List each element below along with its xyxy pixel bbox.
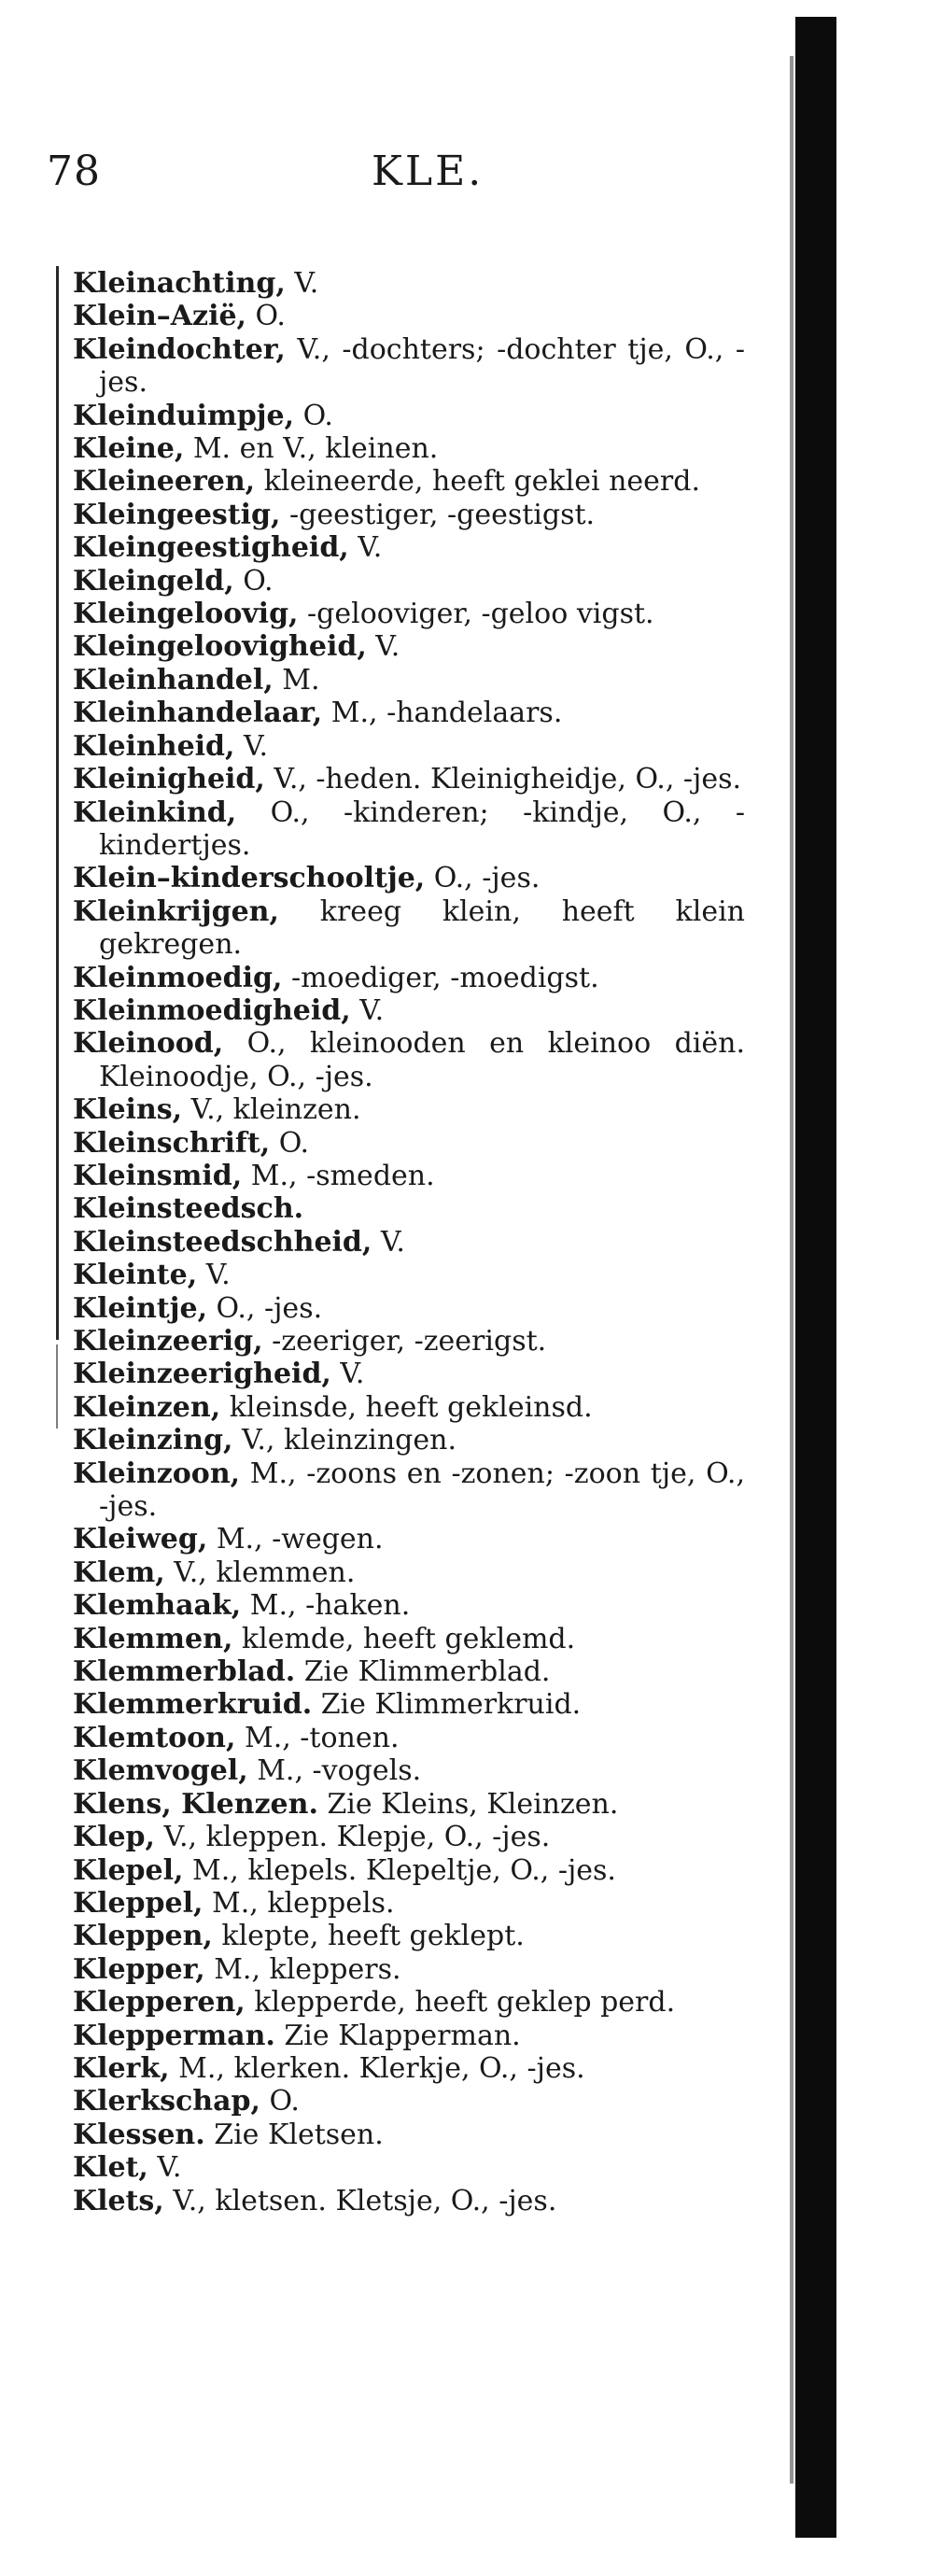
entry-definition: -zeeriger, -zeerigst. — [262, 1325, 547, 1358]
entry-definition: O., -jes. — [425, 862, 541, 895]
dictionary-entry — [73, 465, 745, 498]
dictionary-entry — [73, 994, 745, 1027]
entry-headword: Kleinzeerig, — [73, 1325, 263, 1358]
entry-definition: -moediger, -moedigst. — [282, 961, 599, 994]
dictionary-entry — [73, 267, 745, 300]
entry-headword: Kleinmoedig, — [73, 961, 283, 994]
entry-headword: Kleingeloovig, — [73, 598, 299, 631]
dictionary-entry — [73, 796, 745, 863]
page-number: 78 — [47, 148, 101, 195]
dictionary-entry — [73, 1523, 745, 1555]
entry-headword: Kleinzoon, — [73, 1457, 241, 1490]
dictionary-entry — [73, 300, 745, 332]
dictionary-entry — [73, 1854, 745, 1887]
entry-headword: Kleinhandelaar, — [73, 697, 323, 730]
entry-definition: M., -zoons en -zonen; -zoon tje, O., -jes. — [99, 1457, 745, 1524]
entry-headword: Kleinhandel, — [73, 663, 274, 697]
dictionary-entry — [73, 531, 745, 564]
entry-definition: M., kleppers. — [204, 1952, 401, 1986]
dictionary-entry — [73, 400, 745, 432]
entry-headword: Klein–kinderschooltje, — [73, 862, 426, 895]
dictionary-entry — [73, 1556, 745, 1589]
entry-definition: V. — [285, 267, 319, 300]
entry-headword: Kleinkind, — [73, 795, 237, 829]
entry-definition: V., kleinzingen. — [232, 1424, 456, 1457]
entry-headword: Kleingeestigheid, — [73, 531, 349, 565]
entry-headword: Klerk, — [73, 2051, 170, 2085]
running-head: KLE. — [372, 148, 485, 195]
entry-definition: V., -dochters; -dochter tje, O., -jes. — [99, 332, 745, 400]
dictionary-entry — [73, 1623, 745, 1655]
entry-definition: Zie Klimmerkruid. — [312, 1688, 582, 1722]
entry-definition: V. — [330, 1358, 365, 1391]
entry-definition: klepte, heeft geklept. — [212, 1920, 525, 1953]
dictionary-entry — [73, 1358, 745, 1390]
dictionary-entry — [73, 1953, 745, 1986]
dictionary-entry — [73, 1457, 745, 1524]
entry-definition: O. — [246, 300, 286, 333]
dictionary-entry — [73, 1589, 745, 1622]
entry-headword: Klepper, — [73, 1952, 205, 1986]
entry-headword: Kleinzing, — [73, 1424, 233, 1457]
dictionary-entry — [73, 432, 745, 465]
entry-definition: M. — [273, 663, 320, 697]
entry-definition: V. — [147, 2151, 182, 2185]
entry-definition: V. — [366, 630, 400, 664]
entry-headword: Klepperman. — [73, 2019, 275, 2052]
dictionary-entry — [73, 1655, 745, 1688]
entry-headword: Kleingeestig, — [73, 498, 281, 531]
dictionary-entry — [73, 565, 745, 598]
entry-definition: M., klerken. Klerkje, O., -jes. — [169, 2051, 585, 2085]
entry-headword: Klemtoon, — [73, 1721, 236, 1754]
entry-definition: V. — [350, 993, 385, 1027]
dictionary-entry — [73, 1887, 745, 1920]
entry-definition: V., kleinzen. — [182, 1093, 361, 1127]
dictionary-entry — [73, 1754, 745, 1787]
entry-headword: Kleingeloovigheid, — [73, 630, 367, 664]
dictionary-entry — [73, 1226, 745, 1259]
entry-headword: Kleingeld, — [73, 564, 234, 598]
entry-definition: O. — [270, 1126, 310, 1160]
entry-definition: klemde, heeft geklemd. — [232, 1622, 576, 1655]
entry-definition: V. — [348, 531, 383, 565]
entry-headword: Kleinachting, — [73, 267, 286, 300]
dictionary-entry — [73, 763, 745, 795]
entry-definition: -geestiger, -geestigst. — [280, 498, 596, 531]
entry-headword: Klemmerblad. — [73, 1655, 296, 1689]
dictionary-entry — [73, 630, 745, 663]
entry-headword: Klet, — [73, 2151, 148, 2185]
dictionary-entry — [73, 1093, 745, 1126]
entry-definition: V. — [197, 1259, 231, 1292]
dictionary-entry — [73, 1027, 745, 1093]
entry-definition: O., -jes. — [207, 1291, 323, 1325]
entry-headword: Kleinzeerigheid, — [73, 1358, 331, 1391]
entry-definition: M. en V., kleinen. — [184, 432, 439, 466]
dictionary-entry — [73, 1688, 745, 1721]
entry-headword: Kleinte, — [73, 1259, 198, 1292]
entry-headword: Kleins, — [73, 1093, 183, 1127]
entry-headword: Klets, — [73, 2184, 164, 2217]
entry-definition: M., -wegen. — [207, 1523, 384, 1556]
dictionary-entry — [73, 2151, 745, 2184]
dictionary-entry — [73, 2119, 745, 2151]
entry-definition: Zie Klapperman. — [274, 2019, 521, 2052]
dictionary-entry — [73, 1920, 745, 1952]
entry-headword: Klepel, — [73, 1853, 184, 1887]
entry-definition: V., kleppen. Klepje, O., -jes. — [154, 1821, 551, 1854]
entry-definition: V., kletsen. Kletsje, O., -jes. — [163, 2184, 557, 2217]
entry-headword: Kleppel, — [73, 1886, 204, 1920]
entry-headword: Kleinsteedschheid, — [73, 1225, 372, 1259]
margin-rule — [56, 266, 59, 1340]
entry-definition: klepperde, heeft geklep perd. — [245, 1986, 676, 2020]
entry-headword: Kleinduimpje, — [73, 399, 295, 432]
entry-definition: M., -tonen. — [235, 1721, 400, 1754]
dictionary-entry — [73, 1424, 745, 1457]
entry-headword: Kleine, — [73, 432, 185, 466]
entry-definition: V. — [234, 729, 268, 763]
dictionary-entry — [73, 1259, 745, 1291]
entry-definition: V. — [372, 1225, 405, 1259]
dictionary-entry — [73, 962, 745, 994]
entry-definition: M., kleppels. — [203, 1886, 395, 1920]
entry-headword: Klepperen, — [73, 1986, 246, 2020]
entry-definition: kleinsde, heeft gekleinsd. — [220, 1390, 593, 1424]
dictionary-entry — [73, 1821, 745, 1853]
entry-headword: Kleinzen, — [73, 1390, 221, 1424]
dictionary-entry — [73, 1160, 745, 1192]
dictionary-entry — [73, 2085, 745, 2118]
entry-headword: Klerkschap, — [73, 2085, 260, 2119]
margin-rule-fragment — [56, 1344, 58, 1429]
entry-headword: Kleinschrift, — [73, 1126, 271, 1160]
entry-definition: V., klemmen. — [164, 1555, 356, 1589]
entry-definition: Zie Kleins, Kleinzen. — [317, 1787, 619, 1821]
entry-definition: M., klepels. Klepeltje, O., -jes. — [183, 1853, 616, 1887]
dictionary-entry-list — [73, 267, 745, 2217]
entry-headword: Klemhaak, — [73, 1589, 242, 1623]
entry-definition: O., -kinderen; -kindje, O., -kindertjes. — [99, 795, 745, 862]
entry-headword: Kleinsteedsch. — [73, 1192, 304, 1226]
entry-headword: Kleintje, — [73, 1291, 208, 1325]
entry-definition: O. — [260, 2085, 300, 2119]
dictionary-entry — [73, 2052, 745, 2085]
entry-definition: M., -handelaars. — [322, 697, 563, 730]
entry-headword: Klemmerkruid. — [73, 1688, 313, 1722]
dictionary-entry — [73, 895, 745, 962]
entry-headword: Klens, Klenzen. — [73, 1787, 318, 1821]
dictionary-entry — [73, 1788, 745, 1821]
entry-definition: M., -vogels. — [247, 1754, 422, 1788]
dictionary-entry — [73, 2185, 745, 2217]
entry-headword: Klemvogel, — [73, 1754, 248, 1788]
dictionary-entry — [73, 598, 745, 630]
entry-headword: Klemmen, — [73, 1622, 233, 1655]
entry-headword: Kleinkrijgen, — [73, 894, 279, 928]
entry-definition: Zie Kletsen. — [204, 2118, 384, 2151]
entry-definition: M., -haken. — [241, 1589, 411, 1623]
dictionary-entry — [73, 664, 745, 697]
entry-definition: -gelooviger, -geloo vigst. — [298, 598, 654, 631]
entry-headword: Klep, — [73, 1821, 155, 1854]
entry-headword: Klein–Azië, — [73, 300, 247, 333]
dictionary-entry — [73, 1127, 745, 1160]
spine-edge — [790, 56, 794, 2484]
entry-headword: Kleinood, — [73, 1027, 224, 1061]
entry-headword: Kleineeren, — [73, 465, 256, 499]
dictionary-entry — [73, 333, 745, 400]
dictionary-entry — [73, 1391, 745, 1424]
entry-definition: kreeg klein, heeft klein gekregen. — [99, 894, 745, 962]
dictionary-entry — [73, 730, 745, 763]
dictionary-entry — [73, 1192, 745, 1225]
entry-headword: Kleinheid, — [73, 729, 235, 763]
entry-definition: O., kleinooden en kleinoo diën. Kleinoodje, O., -jes. — [99, 1027, 745, 1093]
dictionary-entry — [73, 1292, 745, 1325]
entry-headword: Kleindochter, — [73, 332, 286, 366]
dictionary-entry — [73, 1722, 745, 1754]
entry-headword: Klessen. — [73, 2118, 205, 2151]
dictionary-entry — [73, 499, 745, 531]
dictionary-entry — [73, 1325, 745, 1358]
dictionary-entry — [73, 2020, 745, 2052]
entry-headword: Kleinsmid, — [73, 1159, 243, 1192]
entry-definition: O. — [233, 564, 274, 598]
entry-definition: M., -smeden. — [242, 1159, 435, 1192]
dictionary-entry — [73, 697, 745, 729]
entry-definition: Zie Klimmerblad. — [295, 1655, 551, 1689]
entry-headword: Kleiweg, — [73, 1523, 208, 1556]
entry-definition: kleineerde, heeft geklei neerd. — [255, 465, 701, 499]
entry-headword: Klem, — [73, 1555, 165, 1589]
entry-headword: Kleppen, — [73, 1920, 213, 1953]
entry-definition: V., -heden. Kleinigheidje, O., -jes. — [264, 763, 742, 796]
dictionary-entry — [73, 862, 745, 894]
binding-spine — [795, 17, 836, 2538]
entry-headword: Kleinmoedigheid, — [73, 993, 351, 1027]
entry-headword: Kleinigheid, — [73, 763, 265, 796]
entry-definition: O. — [294, 399, 333, 432]
dictionary-entry — [73, 1986, 745, 2019]
